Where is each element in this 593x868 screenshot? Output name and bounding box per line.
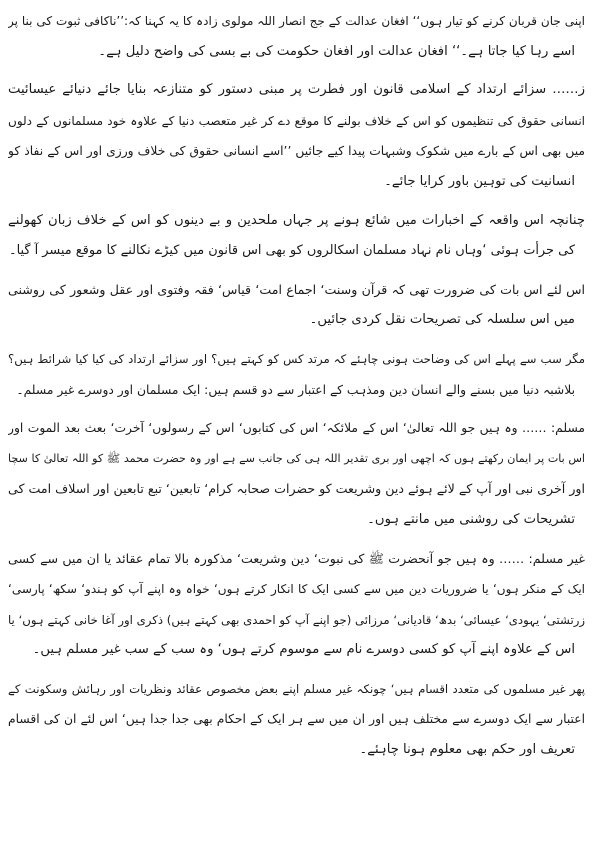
- text-line: انسانی حقوق کی تنظیموں کو اس کے خلاف بولنے کا موقع دے کر غیر متعصب دنیا کے علاوہ خود مسلمانوں کے دلوں: [8, 113, 585, 128]
- text-line: اسے رہا کیا جاتا ہے۔‘‘ افغان عدالت اور افغان حکومت کی بے بسی کی واضح دلیل ہے۔: [98, 43, 575, 59]
- text-line: کی جرأت ہوئی ‘وہاں نام نہاد مسلمان اسکالروں کو بھی اس قانون میں کیڑے نکالنے کا موقع میسر آ گیا۔: [9, 243, 575, 259]
- text-line: تشریحات کی روشنی میں مانتے ہوں۔: [367, 511, 575, 527]
- para-question: [8, 344, 585, 405]
- text-line: مسلم: …… وہ ہیں جو اللہ تعالیٰ‘ اس کے ملائکہ‘ اس کی کتابوں‘ اس کے رسولوں‘ آخرت‘ بعث بعد الموت اور: [8, 421, 585, 436]
- text-line: اس کے علاوہ اپنے آپ کو کسی دوسرے نام سے موسوم کرتے ہوں‘ وہ سب کے سب غیر مسلم ہیں۔: [32, 642, 575, 658]
- text-line: اس لئے اس بات کی ضرورت تھی کہ قرآن وسنت‘ اجماع امت‘ قیاس‘ فقہ وفتوی اور عقل وشعور کی روشنی: [8, 281, 585, 297]
- text-line: انسانیت کی توہین باور کرایا جائے۔: [384, 173, 575, 189]
- text-line: بلاشبہ دنیا میں بسنے والے انسان دین ومذہب کے اعتبار سے دو قسم ہیں: ایک مسلمان اور دوسرے غیر مسلم۔: [16, 382, 575, 397]
- para-afghan-court: [8, 6, 585, 67]
- para-apostasy-punishment: [8, 75, 585, 197]
- text-line: اپنی جان قربان کرنے کو تیار ہوں‘‘ افغان عدالت کے جج انصار اللہ مولوی زادہ کا یہ کہنا کہ:’’ناکافی ثبوت کی بنا پر: [8, 14, 585, 28]
- text-line: پھر غیر مسلموں کی متعدد اقسام ہیں‘ چونکہ غیر مسلم اپنے بعض مخصوص عقائد ونظریات اور رہائش وسکونت کے: [8, 681, 585, 696]
- para-categories: [8, 674, 585, 766]
- para-need: [8, 275, 585, 336]
- text-line: چنانچہ اس واقعہ کے اخبارات میں شائع ہونے پر جہاں ملحدین و بے دینوں کو اس کے خلاف زبان کھولنے: [8, 212, 585, 228]
- para-newspapers: [8, 206, 585, 267]
- para-non-muslim-definition: [8, 544, 585, 666]
- text-line: تعریف اور حکم بھی معلوم ہونا چاہئے۔: [359, 742, 575, 758]
- text-line: ایک کے منکر ہوں‘ یا ضروریات دین میں سے کسی ایک کا انکار کرتے ہوں‘ خواہ وہ اپنے آپ کو ہندو‘ سکھ‘ پارسی‘: [8, 582, 585, 597]
- text-line: اس بات پر ایمان رکھتے ہوں کہ اچھی اور بری تقدیر اللہ ہی کی جانب سے ہے اور وہ حضرت محمد ﷺ کو اللہ تعالیٰ کا سچا: [8, 451, 585, 465]
- text-line: غیر مسلم: …… وہ ہیں جو آنحضرت ﷺ کی نبوت‘ دین وشریعت‘ مذکورہ بالا تمام عقائد یا ان میں سے کسی: [8, 550, 585, 566]
- para-muslim-definition: [8, 413, 585, 535]
- text-line: میں بھی اس کے بارے میں شکوک وشبہات پیدا کیے جائیں ’’اسے انسانی حقوق کی خلاف ورزی اور اس کے نفاذ کو: [8, 144, 585, 159]
- text-line: اعتبار سے ایک دوسرے سے مختلف ہیں اور ان میں سے ہر ایک کے احکام بھی جدا جدا ہیں‘ اس لئے ان کی اقسام: [8, 712, 585, 727]
- text-line: اور آخری نبی اور آپ کے لائے ہوئے دین وشریعت کو حضرات صحابہ کرام‘ تابعین‘ تبع تابعین اور اسلاف امت کی: [8, 481, 585, 497]
- text-line: زرتشتی‘ یہودی‘ عیسائی‘ بدھ‘ قادیانی‘ مرزائی (جو اپنے آپ کو احمدی بھی کہتے ہیں) ذکری اور آغا خانی کہتے ہوں‘ یا: [8, 612, 585, 627]
- text-line: مگر سب سے پہلے اس کی وضاحت ہونی چاہئے کہ مرتد کس کو کہتے ہیں؟ اور سزائے ارتداد کی کیا کیا شرائط ہیں؟: [8, 351, 585, 366]
- text-line: ز…… سزائے ارتداد کے اسلامی قانون اور فطرت پر مبنی دستور کو متنازعہ بنایا جائے دنیائے عیسائیت: [8, 82, 585, 98]
- text-line: میں اس سلسلہ کی تصریحات نقل کردی جائیں۔: [309, 312, 575, 328]
